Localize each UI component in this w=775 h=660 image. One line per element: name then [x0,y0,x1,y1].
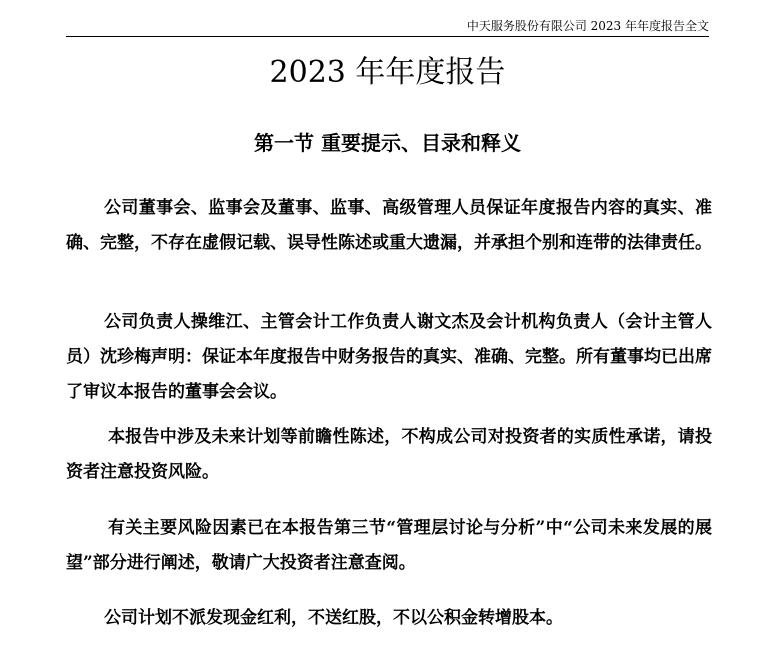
paragraph-forward-looking-statement: 本报告中涉及未来计划等前瞻性陈述，不构成公司对投资者的实质性承诺，请投资者注意投资风险。 [66,427,712,482]
paragraph-board-guarantee: 公司董事会、监事会及董事、监事、高级管理人员保证年度报告内容的真实、准确、完整，不存在虚假记载、误导性陈述或重大遗漏，并承担个别和连带的法律责任。 [66,198,712,253]
running-header: 中天服务股份有限公司 2023 年年度报告全文 [466,19,709,33]
section-title: 第一节 重要提示、目录和释义 [254,131,521,155]
paragraph-dividend-plan: 公司计划不派发现金红利，不送红股，不以公积金转增股本。 [104,608,563,628]
document-title: 2023 年年度报告 [269,55,506,90]
paragraph-responsible-persons-statement: 公司负责人操维江、主管会计工作负责人谢文杰及会计机构负责人（会计主管人员）沈珍梅声明：保证本年度报告中财务报告的真实、准确、完整。所有董事均已出席了审议本报告的董事会会议。 [66,312,712,402]
header-divider [66,36,709,37]
paragraph-risk-factors: 有关主要风险因素已在本报告第三节“管理层讨论与分析”中“公司未来发展的展望”部分进行阐述，敬请广大投资者注意查阅。 [66,518,712,573]
